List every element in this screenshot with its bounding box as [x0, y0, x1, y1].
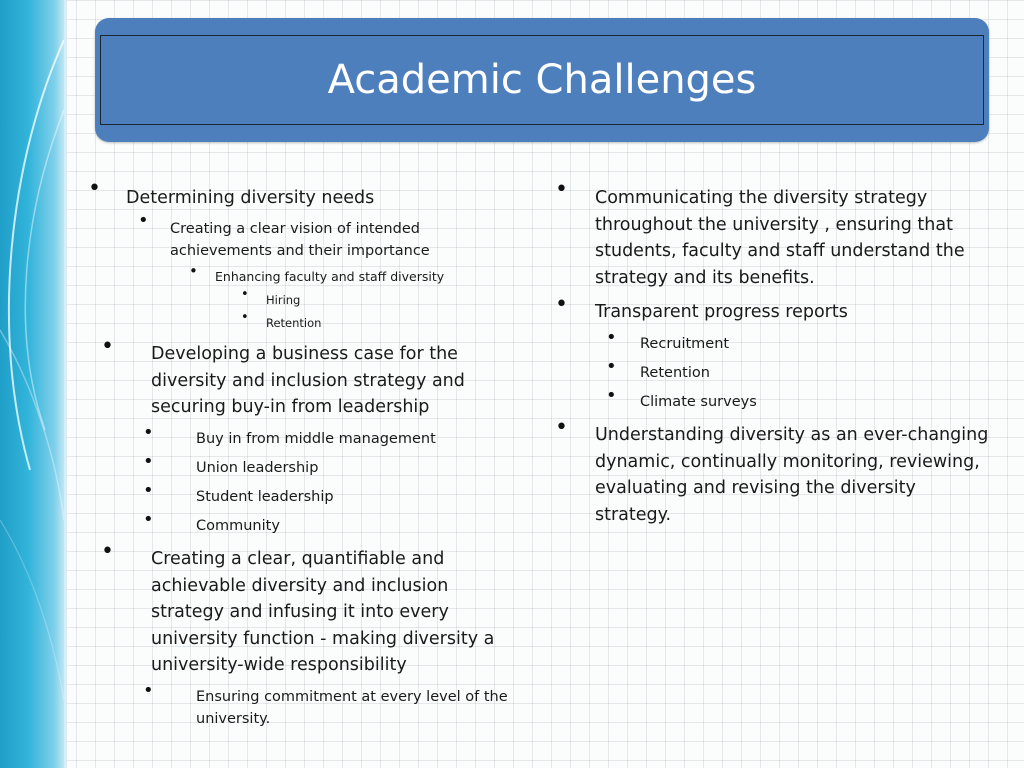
bullet-icon: • [241, 287, 249, 302]
slide-title: Academic Challenges [327, 57, 757, 103]
title-panel [95, 18, 989, 142]
bullet-icon: • [555, 177, 568, 202]
bullet-determining-needs: Determining diversity needs [126, 188, 375, 208]
bullet-icon: • [88, 176, 101, 201]
bullet-icon: • [241, 310, 249, 325]
bullet-icon: • [143, 509, 154, 530]
list-item-retention-right: Retention [640, 365, 710, 381]
list-item-student-leadership: Student leadership [196, 489, 334, 505]
sub-bullet-enhancing-diversity: Enhancing faculty and staff diversity [215, 269, 445, 284]
list-item-recruitment: Recruitment [640, 336, 730, 352]
list-item-climate-surveys: Climate surveys [640, 394, 757, 410]
bullet-icon: • [555, 415, 568, 440]
bullet-icon: • [143, 451, 154, 472]
bullet-understanding-diversity: Understanding diversity as an ever-changing dynamic, continually monitoring, reviewing, evaluating and revising the diversity strategy. [595, 425, 989, 525]
bullet-icon: • [101, 334, 114, 359]
sub-bullet-clear-vision: Creating a clear vision of intended achievements and their importance [170, 221, 430, 259]
list-item-retention: Retention [266, 316, 322, 330]
bullet-icon: • [143, 422, 154, 443]
side-band-edge [64, 0, 67, 768]
list-item-commitment: Ensuring commitment at every level of the university. [196, 689, 508, 727]
list-item-hiring: Hiring [266, 293, 301, 307]
bullet-icon: • [555, 292, 568, 317]
list-item-union-leadership: Union leadership [196, 460, 319, 476]
bullet-icon: • [606, 327, 617, 348]
swoosh-decoration-icon [0, 0, 64, 768]
bullet-icon: • [143, 680, 154, 701]
bullet-icon: • [606, 356, 617, 377]
list-item-middle-management: Buy in from middle management [196, 431, 436, 447]
bullet-diversity-strategy: Creating a clear, quantifiable and achievable diversity and inclusion strategy and infusing it into every university function - making diversity a university-wide responsibility [151, 549, 495, 675]
bullet-progress-reports: Transparent progress reports [595, 302, 848, 322]
title-frame [100, 35, 984, 125]
bullet-business-case: Developing a business case for the diversity and inclusion strategy and securing buy-in from leadership [151, 344, 465, 417]
bullet-icon: • [606, 385, 617, 406]
decorative-side-band [0, 0, 64, 768]
bullet-icon: • [189, 262, 198, 280]
bullet-icon: • [143, 480, 154, 501]
bullet-icon: • [101, 539, 114, 564]
bullet-icon: • [138, 210, 149, 231]
list-item-community: Community [196, 518, 280, 534]
bullet-communicating-strategy: Communicating the diversity strategy throughout the university , ensuring that students, faculty and staff understand the strategy and its benefits. [595, 188, 965, 288]
